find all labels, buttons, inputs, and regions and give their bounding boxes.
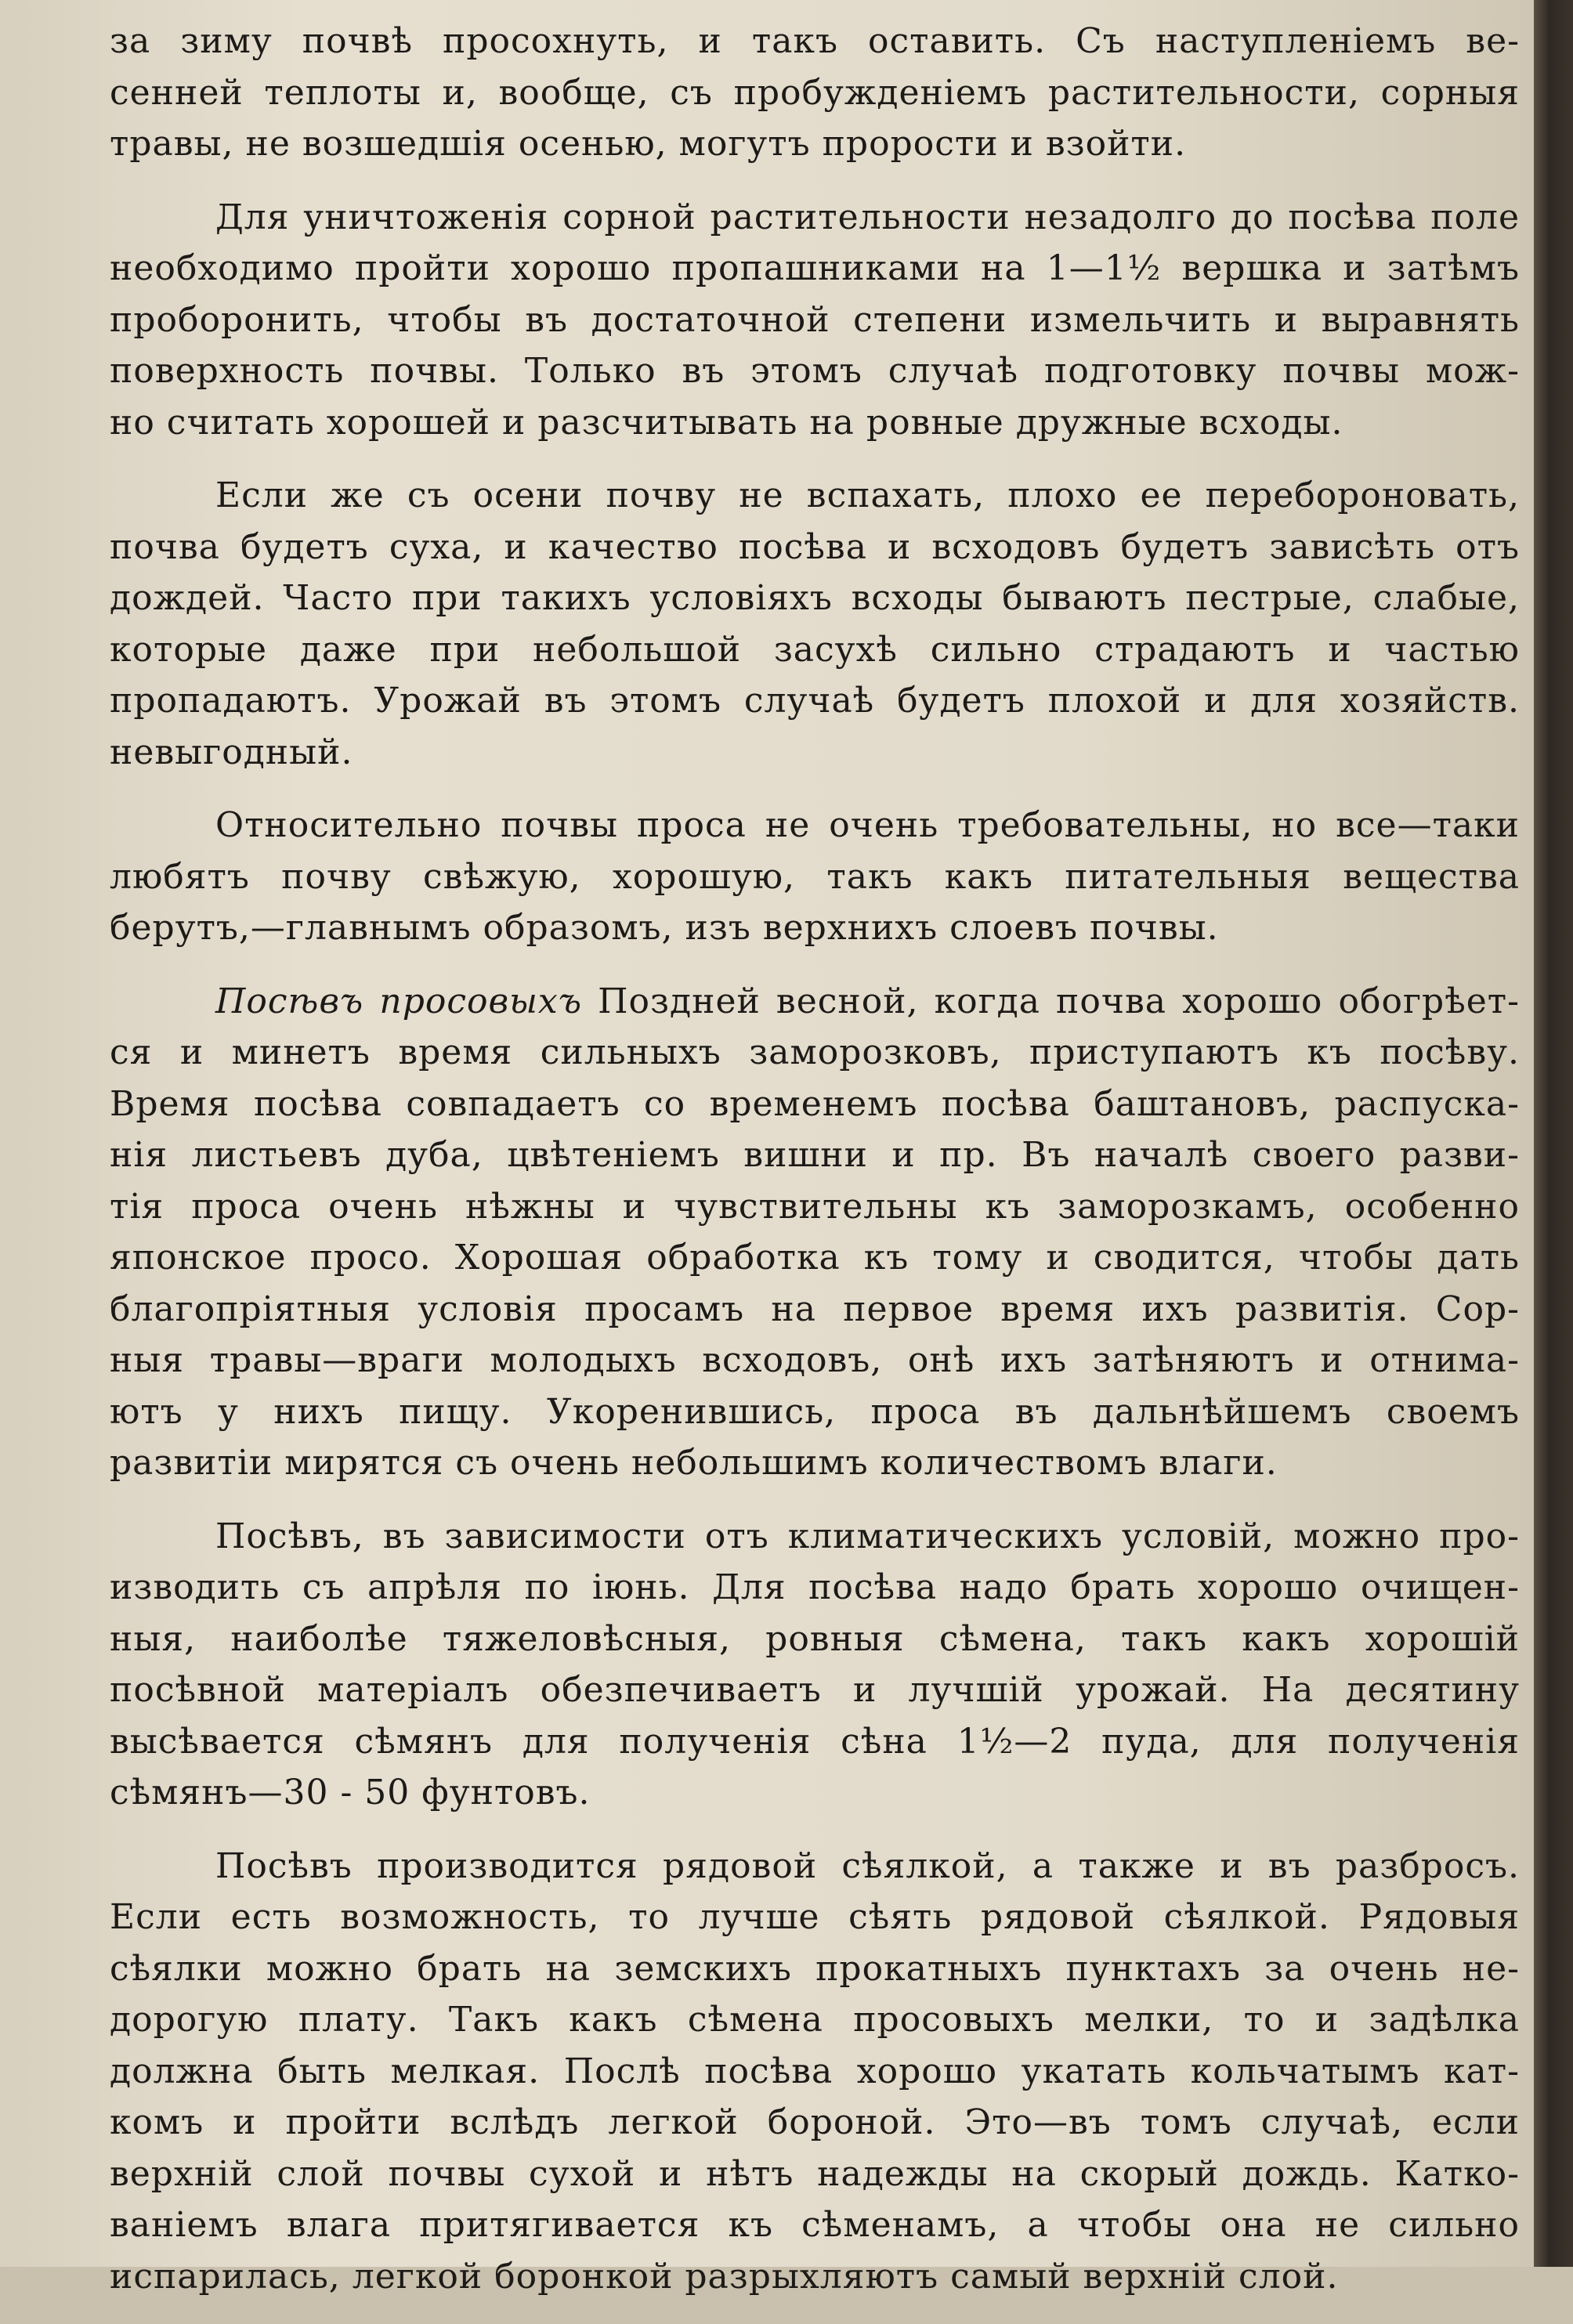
page-binding-edge [1534,0,1573,2267]
text-line: поверхность почвы. Только въ этомъ случаѣ подготовку почвы мож- [110,351,1520,391]
paragraph-4 [110,800,1520,954]
text-line: верхній слой почвы сухой и нѣтъ надежды на скорый дождь. Катко- [110,2153,1520,2194]
text-line: нія листьевъ дуба, цвѣтеніемъ вишни и пр. Въ началѣ своего разви- [110,1135,1520,1175]
text-line: необходимо пройти хорошо пропашниками на 1—1½ вершка и затѣмъ [110,248,1520,288]
paragraph-2 [110,192,1520,449]
text-line: изводить съ апрѣля по іюнь. Для посѣва надо брать хорошо очищен- [110,1567,1520,1607]
page-text [110,16,1520,2324]
text-line: Для уничтоженія сорной растительности незадолго до посѣва поле [215,197,1520,237]
paragraph-6 [110,1511,1520,1819]
text-line: благопріятныя условія просамъ на первое время ихъ развитія. Сор- [110,1289,1520,1329]
text-line: Время посѣва совпадаетъ со временемъ посѣва баштановъ, распуска- [110,1083,1520,1124]
text-line: пропадаютъ. Урожай въ этомъ случаѣ будетъ плохой и для хозяйств. [110,681,1520,721]
paragraph-7 [110,1841,1520,2303]
text-line [110,976,1520,1028]
paragraph-5 [110,976,1520,1489]
text-line: развитіи мирятся съ очень небольшимъ количествомъ влаги. [110,1443,1278,1483]
text-line: ся и минетъ время сильныхъ заморозковъ, приступаютъ къ посѣву. [110,1032,1520,1072]
section-heading: Посѣвъ просовыхъ [215,981,583,1021]
text-line: травы, не возшедшія осенью, могутъ прорости и взойти. [110,124,1187,164]
text-line: Если же съ осени почву не вспахать, плохо ее переборонoвать, [215,475,1520,515]
text-line: дождей. Часто при такихъ условіяхъ всходы бываютъ пестрые, слабые, [110,578,1520,618]
text-line: сѣялки можно брать на земскихъ прокатныхъ пунктахъ за очень не- [110,1948,1520,1989]
text-line: Если есть возможность, то лучше сѣять рядовой сѣялкой. Рядовыя [110,1897,1520,1937]
text-line: испарилась, легкой боронкой разрыхляютъ самый верхній слой. [110,2256,1339,2297]
text-line: высѣвается сѣмянъ для полученія сѣна 1½—2 пуда, для полученія [110,1721,1520,1762]
text-line: сенней теплоты и, вообще, съ пробужденіемъ растительности, сорныя [110,72,1520,113]
text-line: которые даже при небольшой засухѣ сильно страдаютъ и частью [110,629,1520,670]
text-line: ныя, наиболѣе тяжеловѣсныя, ровныя сѣмена, такъ какъ хорошій [110,1618,1520,1659]
text-line: должна быть мелкая. Послѣ посѣва хорошо укатать кольчатымъ кат- [110,2051,1520,2091]
text-line: ныя травы—враги молодыхъ всходовъ, онѣ ихъ затѣняютъ и отнима- [110,1340,1520,1380]
text-line: Посѣвъ, въ зависимости отъ климатическихъ условій, можно про- [215,1516,1520,1556]
text-line: сѣмянъ—30 - 50 фунтовъ. [110,1773,591,1813]
text-line: Посѣвъ производится рядовой сѣялкой, а также и въ разбросъ. [215,1845,1520,1886]
text-line: почва будетъ суха, и качество посѣва и всходовъ будетъ зависѣть отъ [110,526,1520,567]
text-line: ваніемъ влага притягивается къ сѣменамъ, а чтобы она не сильно [110,2205,1520,2245]
text-line: любятъ почву свѣжую, хорошую, такъ какъ питательныя вещества [110,856,1520,897]
text-line: берутъ,—главнымъ образомъ, изъ верхнихъ слоевъ почвы. [110,908,1219,948]
text-line: комъ и пройти вслѣдъ легкой бороной. Это—въ томъ случаѣ, если [110,2102,1520,2142]
text-line-rest: Поздней весной, когда почва хорошо обогрѣет- [582,981,1520,1021]
paragraph-3 [110,470,1520,778]
text-line: тія проса очень нѣжны и чувствительны къ заморозкамъ, особенно [110,1186,1520,1227]
text-line: японское просо. Хорошая обработка къ тому и сводится, чтобы дать [110,1238,1520,1278]
text-line: за зиму почвѣ просохнуть, и такъ оставить. Съ наступленіемъ ве- [110,21,1520,61]
text-line: посѣвной матеріалъ обезпечиваетъ и лучшій урожай. На десятину [110,1670,1520,1710]
text-line: но считать хорошей и разсчитывать на ровные дружные всходы. [110,402,1343,443]
paragraph-1 [110,16,1520,170]
text-line: ютъ у нихъ пищу. Укоренившись, проса въ дальнѣйшемъ своемъ [110,1391,1520,1432]
text-line: невыгодный. [110,732,353,772]
text-line: Относительно почвы проса не очень требовательны, но все—таки [215,805,1520,845]
text-line: дорогую плату. Такъ какъ сѣмена просовыхъ мелки, то и задѣлка [110,2000,1520,2040]
text-line: проборонить, чтобы въ достаточной степени измельчить и выравнять [110,299,1520,340]
